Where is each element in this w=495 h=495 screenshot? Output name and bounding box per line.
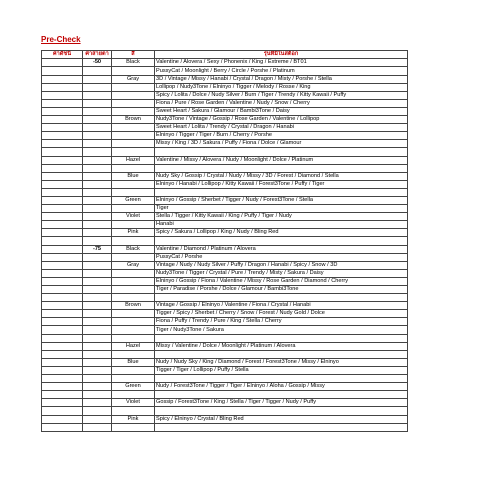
- cell-power[interactable]: [83, 156, 112, 164]
- cell-index[interactable]: [42, 342, 83, 350]
- cell-color[interactable]: [112, 269, 155, 277]
- cell-power[interactable]: [83, 180, 112, 188]
- cell-power[interactable]: [83, 83, 112, 91]
- cell-power[interactable]: [83, 375, 112, 383]
- table-row: [42, 366, 408, 374]
- table-row: [42, 277, 408, 285]
- cell-color[interactable]: [112, 334, 155, 342]
- cell-models[interactable]: PussyCat / Moonlight / Berry / Circle / Porshe / Platinum: [155, 67, 408, 75]
- table-row: [42, 399, 408, 407]
- cell-color[interactable]: [112, 310, 155, 318]
- cell-index[interactable]: [42, 221, 83, 229]
- cell-index[interactable]: [42, 229, 83, 237]
- cell-power[interactable]: [83, 342, 112, 350]
- cell-color[interactable]: [112, 188, 155, 196]
- cell-power[interactable]: [83, 366, 112, 374]
- cell-color[interactable]: [112, 91, 155, 99]
- table-row: [42, 253, 408, 261]
- cell-power[interactable]: [83, 237, 112, 245]
- cell-color[interactable]: Gray: [112, 261, 155, 269]
- table-row: [42, 148, 408, 156]
- cell-index[interactable]: [42, 399, 83, 407]
- table-row: [42, 415, 408, 423]
- cell-index[interactable]: [42, 99, 83, 107]
- cell-models[interactable]: Nudy Sky / Gossip / Crystal / Nudy / Missy / 3D / Forest / Diamond / Stella: [155, 172, 408, 180]
- cell-color[interactable]: [112, 318, 155, 326]
- cell-color[interactable]: Green: [112, 383, 155, 391]
- cell-power[interactable]: [83, 334, 112, 342]
- cell-power[interactable]: [83, 67, 112, 75]
- cell-index[interactable]: [42, 391, 83, 399]
- cell-models[interactable]: [155, 375, 408, 383]
- cell-power[interactable]: [83, 148, 112, 156]
- cell-index[interactable]: [42, 334, 83, 342]
- cell-index[interactable]: [42, 116, 83, 124]
- cell-index[interactable]: [42, 156, 83, 164]
- cell-power[interactable]: [83, 269, 112, 277]
- table-row: [42, 229, 408, 237]
- cell-power[interactable]: [83, 391, 112, 399]
- table-row: [42, 132, 408, 140]
- cell-color[interactable]: [112, 221, 155, 229]
- cell-models[interactable]: Tiger / Nudy3Tone / Sakura: [155, 326, 408, 334]
- cell-color[interactable]: Violet: [112, 213, 155, 221]
- cell-color[interactable]: [112, 391, 155, 399]
- cell-models[interactable]: Spicy / Lolita / Dolce / Nudy Silver / Burn / Tiger / Trendy / Kitty Kawaii / Puffy: [155, 91, 408, 99]
- cell-index[interactable]: [42, 164, 83, 172]
- cell-models[interactable]: [155, 188, 408, 196]
- cell-models[interactable]: Sweet Heart / Lolita / Trendy / Crystal / Dragon / Hanabi: [155, 124, 408, 132]
- cell-power[interactable]: [83, 358, 112, 366]
- cell-models[interactable]: Fiona / Puffy / Trendy / Pure / King / Stella / Cherry: [155, 318, 408, 326]
- cell-color[interactable]: Black: [112, 245, 155, 253]
- cell-models[interactable]: PussyCat / Porshe: [155, 253, 408, 261]
- cell-index[interactable]: [42, 83, 83, 91]
- cell-models[interactable]: Nudy / Nudy Sky / King / Diamond / Forest / Forest3Tone / Missy / Elninyo: [155, 358, 408, 366]
- cell-models[interactable]: Vintage / Nudy / Nudy Silver / Puffy / Dragon / Hanabi / Spicy / Snow / 3D: [155, 261, 408, 269]
- cell-models[interactable]: Vintage / Gossip / Elninyo / Valentine / Fiona / Crystal / Hanabi: [155, 302, 408, 310]
- cell-models[interactable]: Elninyo / Gossip / Fiona / Valentine / Missy / Rose Garden / Diamond / Cherry: [155, 277, 408, 285]
- cell-power[interactable]: [83, 140, 112, 148]
- cell-index[interactable]: [42, 245, 83, 253]
- table-row: [42, 67, 408, 75]
- cell-power[interactable]: [83, 383, 112, 391]
- cell-index[interactable]: [42, 132, 83, 140]
- cell-models[interactable]: Elninyo / Gossip / Sherbet / Tigger / Nudy / Forest3Tone / Stella: [155, 196, 408, 204]
- cell-index[interactable]: [42, 302, 83, 310]
- cell-power[interactable]: [83, 132, 112, 140]
- cell-models[interactable]: [155, 423, 408, 431]
- cell-index[interactable]: [42, 237, 83, 245]
- header-index: ค่าดัชนี: [42, 51, 83, 59]
- cell-index[interactable]: [42, 294, 83, 302]
- cell-index[interactable]: [42, 286, 83, 294]
- table-row: [42, 237, 408, 245]
- cell-index[interactable]: [42, 180, 83, 188]
- cell-color[interactable]: Gray: [112, 75, 155, 83]
- cell-models[interactable]: Tiger / Paradise / Porshe / Dolce / Glamour / Bambi3Tone: [155, 286, 408, 294]
- header-power: ค่าสายตา: [83, 51, 112, 59]
- cell-power[interactable]: [83, 399, 112, 407]
- table-row: [42, 164, 408, 172]
- cell-index[interactable]: [42, 383, 83, 391]
- table-row: [42, 375, 408, 383]
- cell-power[interactable]: [83, 302, 112, 310]
- cell-power[interactable]: [83, 124, 112, 132]
- table-row: [42, 221, 408, 229]
- table-row: [42, 83, 408, 91]
- cell-color[interactable]: [112, 237, 155, 245]
- table-row: [42, 286, 408, 294]
- cell-color[interactable]: [112, 83, 155, 91]
- table-row: [42, 269, 408, 277]
- cell-color[interactable]: [112, 294, 155, 302]
- cell-color[interactable]: [112, 99, 155, 107]
- cell-models[interactable]: [155, 407, 408, 415]
- cell-models[interactable]: Spicy / Elninyo / Crystal / Bling Red: [155, 415, 408, 423]
- cell-color[interactable]: Blue: [112, 358, 155, 366]
- cell-power[interactable]: [83, 350, 112, 358]
- cell-index[interactable]: [42, 196, 83, 204]
- cell-index[interactable]: [42, 213, 83, 221]
- cell-index[interactable]: [42, 407, 83, 415]
- cell-power[interactable]: [83, 294, 112, 302]
- table-row: [42, 334, 408, 342]
- cell-index[interactable]: [42, 124, 83, 132]
- cell-index[interactable]: [42, 253, 83, 261]
- cell-color[interactable]: [112, 366, 155, 374]
- cell-power[interactable]: [83, 107, 112, 115]
- cell-power[interactable]: [83, 415, 112, 423]
- cell-power[interactable]: [83, 286, 112, 294]
- cell-models[interactable]: Elninyo / Hanabi / Lollipop / Kitty Kawaii / Forest3Tone / Puffy / Tiger: [155, 180, 408, 188]
- cell-color[interactable]: [112, 164, 155, 172]
- cell-models[interactable]: Missy / Valentine / Dolce / Moonlight / Platinum / Alovera: [155, 342, 408, 350]
- cell-color[interactable]: Blue: [112, 172, 155, 180]
- table-row: [42, 59, 408, 67]
- cell-color[interactable]: Violet: [112, 399, 155, 407]
- table-row: [42, 326, 408, 334]
- header-color: สี: [112, 51, 155, 59]
- cell-index[interactable]: [42, 350, 83, 358]
- cell-models[interactable]: [155, 237, 408, 245]
- table-row: [42, 261, 408, 269]
- cell-color[interactable]: Pink: [112, 415, 155, 423]
- table-row: [42, 196, 408, 204]
- table-row: [42, 180, 408, 188]
- page-title: Pre-Check: [41, 35, 81, 44]
- table-row: [42, 318, 408, 326]
- cell-index[interactable]: [42, 148, 83, 156]
- table-row: [42, 75, 408, 83]
- cell-models[interactable]: Nudy / Forest3Tone / Tigger / Tiger / Elninyo / Aloha / Gossip / Missy: [155, 383, 408, 391]
- table-row: [42, 302, 408, 310]
- table-row: [42, 205, 408, 213]
- header-row: [42, 51, 408, 59]
- cell-color[interactable]: [112, 140, 155, 148]
- cell-color[interactable]: [112, 286, 155, 294]
- cell-models[interactable]: Stella / Tigger / Kitty Kawaii / King / Puffy / Tiger / Nudy: [155, 213, 408, 221]
- table-row: [42, 294, 408, 302]
- table-row: [42, 245, 408, 253]
- cell-color[interactable]: [112, 423, 155, 431]
- cell-power[interactable]: [83, 116, 112, 124]
- cell-index[interactable]: [42, 318, 83, 326]
- table-row: [42, 310, 408, 318]
- cell-models[interactable]: Gossip / Forest3Tone / King / Stella / Tiger / Tigger / Nudy / Puffy: [155, 399, 408, 407]
- table-row: [42, 383, 408, 391]
- cell-models[interactable]: Nudy3Tone / Vintage / Gossip / Rose Garden / Valentine / Lollipop: [155, 116, 408, 124]
- stock-table: [41, 50, 408, 432]
- cell-index[interactable]: [42, 423, 83, 431]
- cell-index[interactable]: [42, 188, 83, 196]
- cell-color[interactable]: [112, 277, 155, 285]
- cell-models[interactable]: 3D / Vintage / Missy / Hanabi / Crystal / Dragon / Misty / Porshe / Stella: [155, 75, 408, 83]
- table-row: [42, 116, 408, 124]
- cell-models[interactable]: Tigger / Spicy / Sherbet / Cherry / Snow / Forest / Nudy Gold / Dolce: [155, 310, 408, 318]
- cell-power[interactable]: [83, 253, 112, 261]
- cell-power[interactable]: [83, 277, 112, 285]
- cell-color[interactable]: [112, 67, 155, 75]
- cell-color[interactable]: [112, 124, 155, 132]
- cell-index[interactable]: [42, 366, 83, 374]
- cell-index[interactable]: [42, 277, 83, 285]
- cell-power[interactable]: [83, 188, 112, 196]
- cell-models[interactable]: [155, 294, 408, 302]
- cell-color[interactable]: [112, 107, 155, 115]
- cell-index[interactable]: [42, 205, 83, 213]
- cell-index[interactable]: [42, 75, 83, 83]
- table-row: [42, 423, 408, 431]
- cell-power[interactable]: [83, 261, 112, 269]
- cell-power[interactable]: [83, 91, 112, 99]
- cell-models[interactable]: Lollipop / Nudy3Tone / Elninyo / Tigger / Melody / Rosse / King: [155, 83, 408, 91]
- cell-models[interactable]: Valentine / Diamond / Platinum / Alovera: [155, 245, 408, 253]
- cell-power[interactable]: [83, 75, 112, 83]
- table-row: [42, 91, 408, 99]
- cell-models[interactable]: Spicy / Sakura / Lollipop / King / Nudy / Bling Red: [155, 229, 408, 237]
- table-row: [42, 172, 408, 180]
- cell-color[interactable]: [112, 180, 155, 188]
- cell-color[interactable]: [112, 375, 155, 383]
- table-row: [42, 213, 408, 221]
- cell-index[interactable]: [42, 375, 83, 383]
- cell-index[interactable]: [42, 107, 83, 115]
- cell-models[interactable]: Elninyo / Tigger / Tiger / Burn / Cherry / Porshe: [155, 132, 408, 140]
- cell-models[interactable]: Fiona / Pure / Rose Garden / Valentine / Nudy / Snow / Cherry: [155, 99, 408, 107]
- table-row: [42, 342, 408, 350]
- table-row: [42, 188, 408, 196]
- cell-models[interactable]: [155, 148, 408, 156]
- cell-power[interactable]: [83, 172, 112, 180]
- cell-color[interactable]: Hazel: [112, 156, 155, 164]
- table-body: [42, 59, 408, 431]
- cell-models[interactable]: Sweet Heart / Sakura / Glamour / Bambi3Tone / Daisy: [155, 107, 408, 115]
- cell-color[interactable]: [112, 205, 155, 213]
- table-row: [42, 350, 408, 358]
- cell-index[interactable]: [42, 172, 83, 180]
- cell-power[interactable]: [83, 318, 112, 326]
- cell-models[interactable]: [155, 164, 408, 172]
- cell-models[interactable]: Tiger: [155, 205, 408, 213]
- cell-index[interactable]: [42, 326, 83, 334]
- cell-models[interactable]: [155, 334, 408, 342]
- cell-models[interactable]: Valentine / Missy / Alovera / Nudy / Moonlight / Dolce / Platinum: [155, 156, 408, 164]
- cell-power[interactable]: -50: [83, 59, 112, 67]
- cell-index[interactable]: [42, 269, 83, 277]
- cell-models[interactable]: [155, 391, 408, 399]
- cell-power[interactable]: [83, 99, 112, 107]
- cell-models[interactable]: Missy / King / 3D / Sakura / Puffy / Fiona / Dolce / Glamour: [155, 140, 408, 148]
- table-row: [42, 407, 408, 415]
- table-row: [42, 107, 408, 115]
- table-row: [42, 358, 408, 366]
- cell-color[interactable]: [112, 326, 155, 334]
- cell-color[interactable]: Brown: [112, 302, 155, 310]
- cell-index[interactable]: [42, 91, 83, 99]
- cell-color[interactable]: Pink: [112, 229, 155, 237]
- cell-color[interactable]: [112, 407, 155, 415]
- cell-models[interactable]: Nudy3Tone / Tigger / Crystal / Pure / Trendy / Misty / Sakura / Daisy: [155, 269, 408, 277]
- cell-index[interactable]: [42, 358, 83, 366]
- cell-color[interactable]: [112, 253, 155, 261]
- cell-power[interactable]: [83, 205, 112, 213]
- cell-color[interactable]: Hazel: [112, 342, 155, 350]
- cell-models[interactable]: [155, 350, 408, 358]
- cell-power[interactable]: [83, 326, 112, 334]
- cell-power[interactable]: -75: [83, 245, 112, 253]
- cell-color[interactable]: [112, 148, 155, 156]
- cell-models[interactable]: Valentine / Alovera / Sexy / Phonenix / King / Extreme / BT01: [155, 59, 408, 67]
- cell-power[interactable]: [83, 164, 112, 172]
- header-models: รุ่นที่มีในสต็อก: [155, 51, 408, 59]
- cell-index[interactable]: [42, 59, 83, 67]
- cell-power[interactable]: [83, 213, 112, 221]
- table-row: [42, 391, 408, 399]
- table-row: [42, 140, 408, 148]
- table-row: [42, 156, 408, 164]
- cell-models[interactable]: Hanabi: [155, 221, 408, 229]
- cell-color[interactable]: [112, 350, 155, 358]
- cell-power[interactable]: [83, 407, 112, 415]
- cell-models[interactable]: Tigger / Tiger / Lollipop / Puffy / Stella: [155, 366, 408, 374]
- cell-color[interactable]: [112, 132, 155, 140]
- cell-index[interactable]: [42, 415, 83, 423]
- cell-color[interactable]: Green: [112, 196, 155, 204]
- cell-color[interactable]: Black: [112, 59, 155, 67]
- cell-power[interactable]: [83, 423, 112, 431]
- cell-color[interactable]: Brown: [112, 116, 155, 124]
- cell-index[interactable]: [42, 261, 83, 269]
- cell-power[interactable]: [83, 229, 112, 237]
- cell-power[interactable]: [83, 310, 112, 318]
- table-row: [42, 99, 408, 107]
- cell-power[interactable]: [83, 221, 112, 229]
- cell-index[interactable]: [42, 310, 83, 318]
- cell-power[interactable]: [83, 196, 112, 204]
- cell-index[interactable]: [42, 140, 83, 148]
- table-row: [42, 124, 408, 132]
- cell-index[interactable]: [42, 67, 83, 75]
